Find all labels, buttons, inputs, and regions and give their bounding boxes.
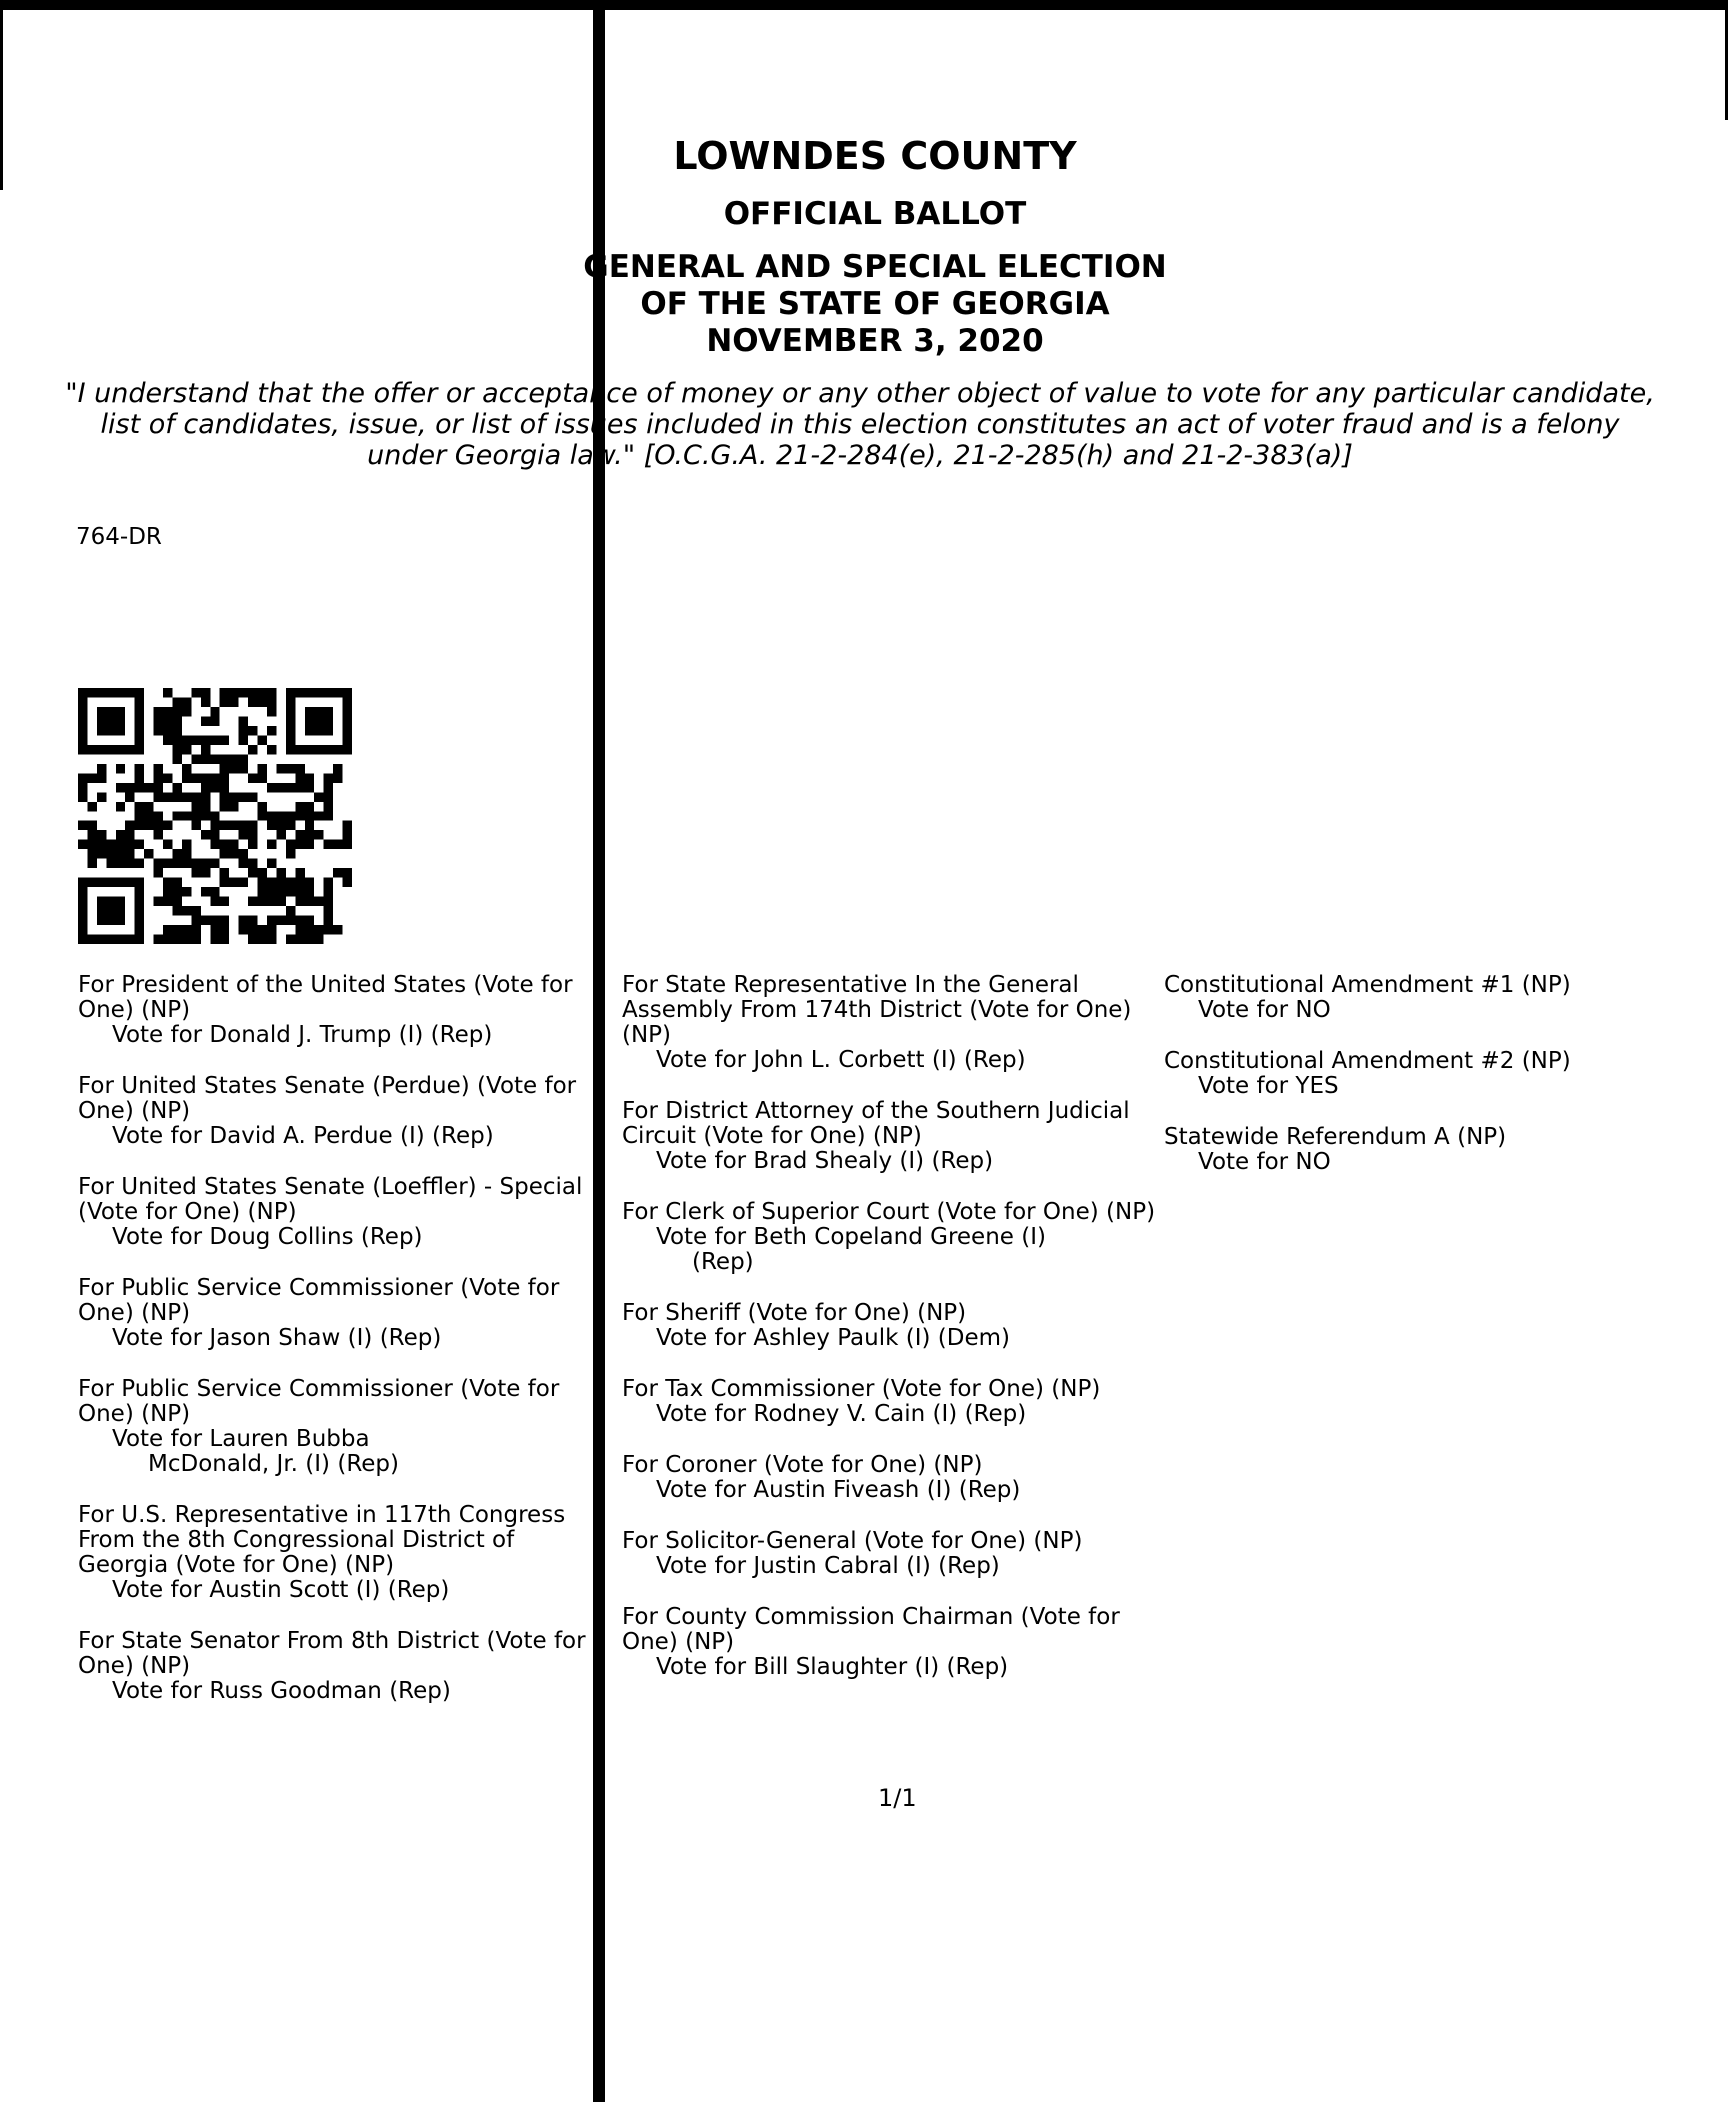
contest-item [622,1099,1167,1174]
election-line-1: GENERAL AND SPECIAL ELECTION [583,249,1167,285]
contest-selection: Vote for Jason Shaw (I) (Rep) [112,1325,442,1351]
notice-line-1: "I understand that the offer or acceptance of money or any other object of value to vote for any particular candidate, [65,378,1655,409]
qr-code-icon [78,688,352,944]
contest-column-2 [622,973,1167,1706]
contest-title: Constitutional Amendment #1 (NP) [1164,972,1571,998]
contest-selection: Vote for Beth Copeland Greene (I) [656,1224,1046,1250]
contest-item [622,1301,1167,1351]
contest-title: For State Representative In the General Assembly From 174th District (Vote for One) (NP) [622,972,1132,1048]
contest-selection: Vote for Brad Shealy (I) (Rep) [656,1148,994,1174]
contest-selection: Vote for NO [1198,997,1331,1023]
contest-title: For District Attorney of the Southern Judicial Circuit (Vote for One) (NP) [622,1098,1130,1149]
contest-item [1164,1049,1684,1099]
contest-selection-continued: McDonald, Jr. (I) (Rep) [148,1451,399,1477]
contest-selection: Vote for Justin Cabral (I) (Rep) [656,1553,1000,1579]
contest-title: Statewide Referendum A (NP) [1164,1124,1507,1150]
contest-selection: Vote for YES [1198,1073,1339,1099]
contest-selection: Vote for David A. Perdue (I) (Rep) [112,1123,494,1149]
contest-item [622,973,1167,1073]
contest-selection: Vote for Russ Goodman (Rep) [112,1678,451,1704]
contest-title: For Sheriff (Vote for One) (NP) [622,1300,967,1326]
scan-top-border [0,0,1728,10]
contest-item [622,1605,1167,1680]
contest-selection: Vote for Austin Scott (I) (Rep) [112,1577,450,1603]
contest-selection-continued: (Rep) [692,1249,754,1275]
page-number: 1/1 [878,1784,917,1812]
contest-selection: Vote for Donald J. Trump (I) (Rep) [112,1022,493,1048]
contest-title: For Clerk of Superior Court (Vote for One) (NP) [622,1199,1156,1225]
contest-title: For County Commission Chairman (Vote for One) (NP) [622,1604,1120,1655]
contest-title: For United States Senate (Loeffler) - Special (Vote for One) (NP) [78,1174,583,1225]
contest-selection: Vote for Doug Collins (Rep) [112,1224,423,1250]
contest-item [78,1503,598,1603]
contest-item [78,973,598,1048]
scan-left-edge [0,10,3,190]
ballot-style-id: 764-DR [76,524,162,550]
election-title [500,249,1250,360]
contest-item [622,1377,1167,1427]
contest-selection: Vote for Rodney V. Cain (I) (Rep) [656,1401,1027,1427]
county-name: LOWNDES COUNTY [673,134,1077,178]
election-line-2: OF THE STATE OF GEORGIA [640,286,1110,322]
ballot-type: OFFICIAL BALLOT [723,196,1027,232]
contest-title: For Tax Commissioner (Vote for One) (NP) [622,1376,1101,1402]
contest-selection: Vote for John L. Corbett (I) (Rep) [656,1047,1026,1073]
contest-item [1164,1125,1684,1175]
contest-selection: Vote for NO [1198,1149,1331,1175]
contest-item [78,1629,598,1704]
contest-item [78,1377,598,1477]
contest-title: For Solicitor-General (Vote for One) (NP) [622,1528,1083,1554]
contest-column-3 [1164,973,1684,1201]
contest-title: For U.S. Representative in 117th Congress From the 8th Congressional District of Georgia (Vote for One) (NP) [78,1502,566,1578]
contest-title: For Public Service Commissioner (Vote for One) (NP) [78,1275,560,1326]
contest-selection: Vote for Austin Fiveash (I) (Rep) [656,1477,1021,1503]
contest-item [1164,973,1684,1023]
contest-title: For State Senator From 8th District (Vote for One) (NP) [78,1628,586,1679]
voter-fraud-notice [60,378,1660,471]
contest-item [78,1074,598,1149]
contest-item [622,1453,1167,1503]
contest-title: For United States Senate (Perdue) (Vote for One) (NP) [78,1073,577,1124]
contest-selection: Vote for Lauren Bubba [112,1426,370,1452]
contest-column-1 [78,973,598,1730]
contest-selection: Vote for Bill Slaughter (I) (Rep) [656,1654,1009,1680]
election-date: NOVEMBER 3, 2020 [706,323,1044,359]
contest-item [622,1200,1167,1275]
contest-title: Constitutional Amendment #2 (NP) [1164,1048,1571,1074]
ballot-header [500,132,1250,360]
contest-title: For Coroner (Vote for One) (NP) [622,1452,983,1478]
contest-selection: Vote for Ashley Paulk (I) (Dem) [656,1325,1010,1351]
notice-line-2: list of candidates, issue, or list of issues included in this election constitutes an act of voter fraud and is a felony [100,409,1620,440]
contest-item [622,1529,1167,1579]
contest-title: For Public Service Commissioner (Vote for One) (NP) [78,1376,560,1427]
contest-item [78,1276,598,1351]
contest-title: For President of the United States (Vote for One) (NP) [78,972,573,1023]
contest-item [78,1175,598,1250]
notice-line-3: under Georgia law." [O.C.G.A. 21-2-284(e), 21-2-285(h) and 21-2-383(a)] [367,440,1353,471]
